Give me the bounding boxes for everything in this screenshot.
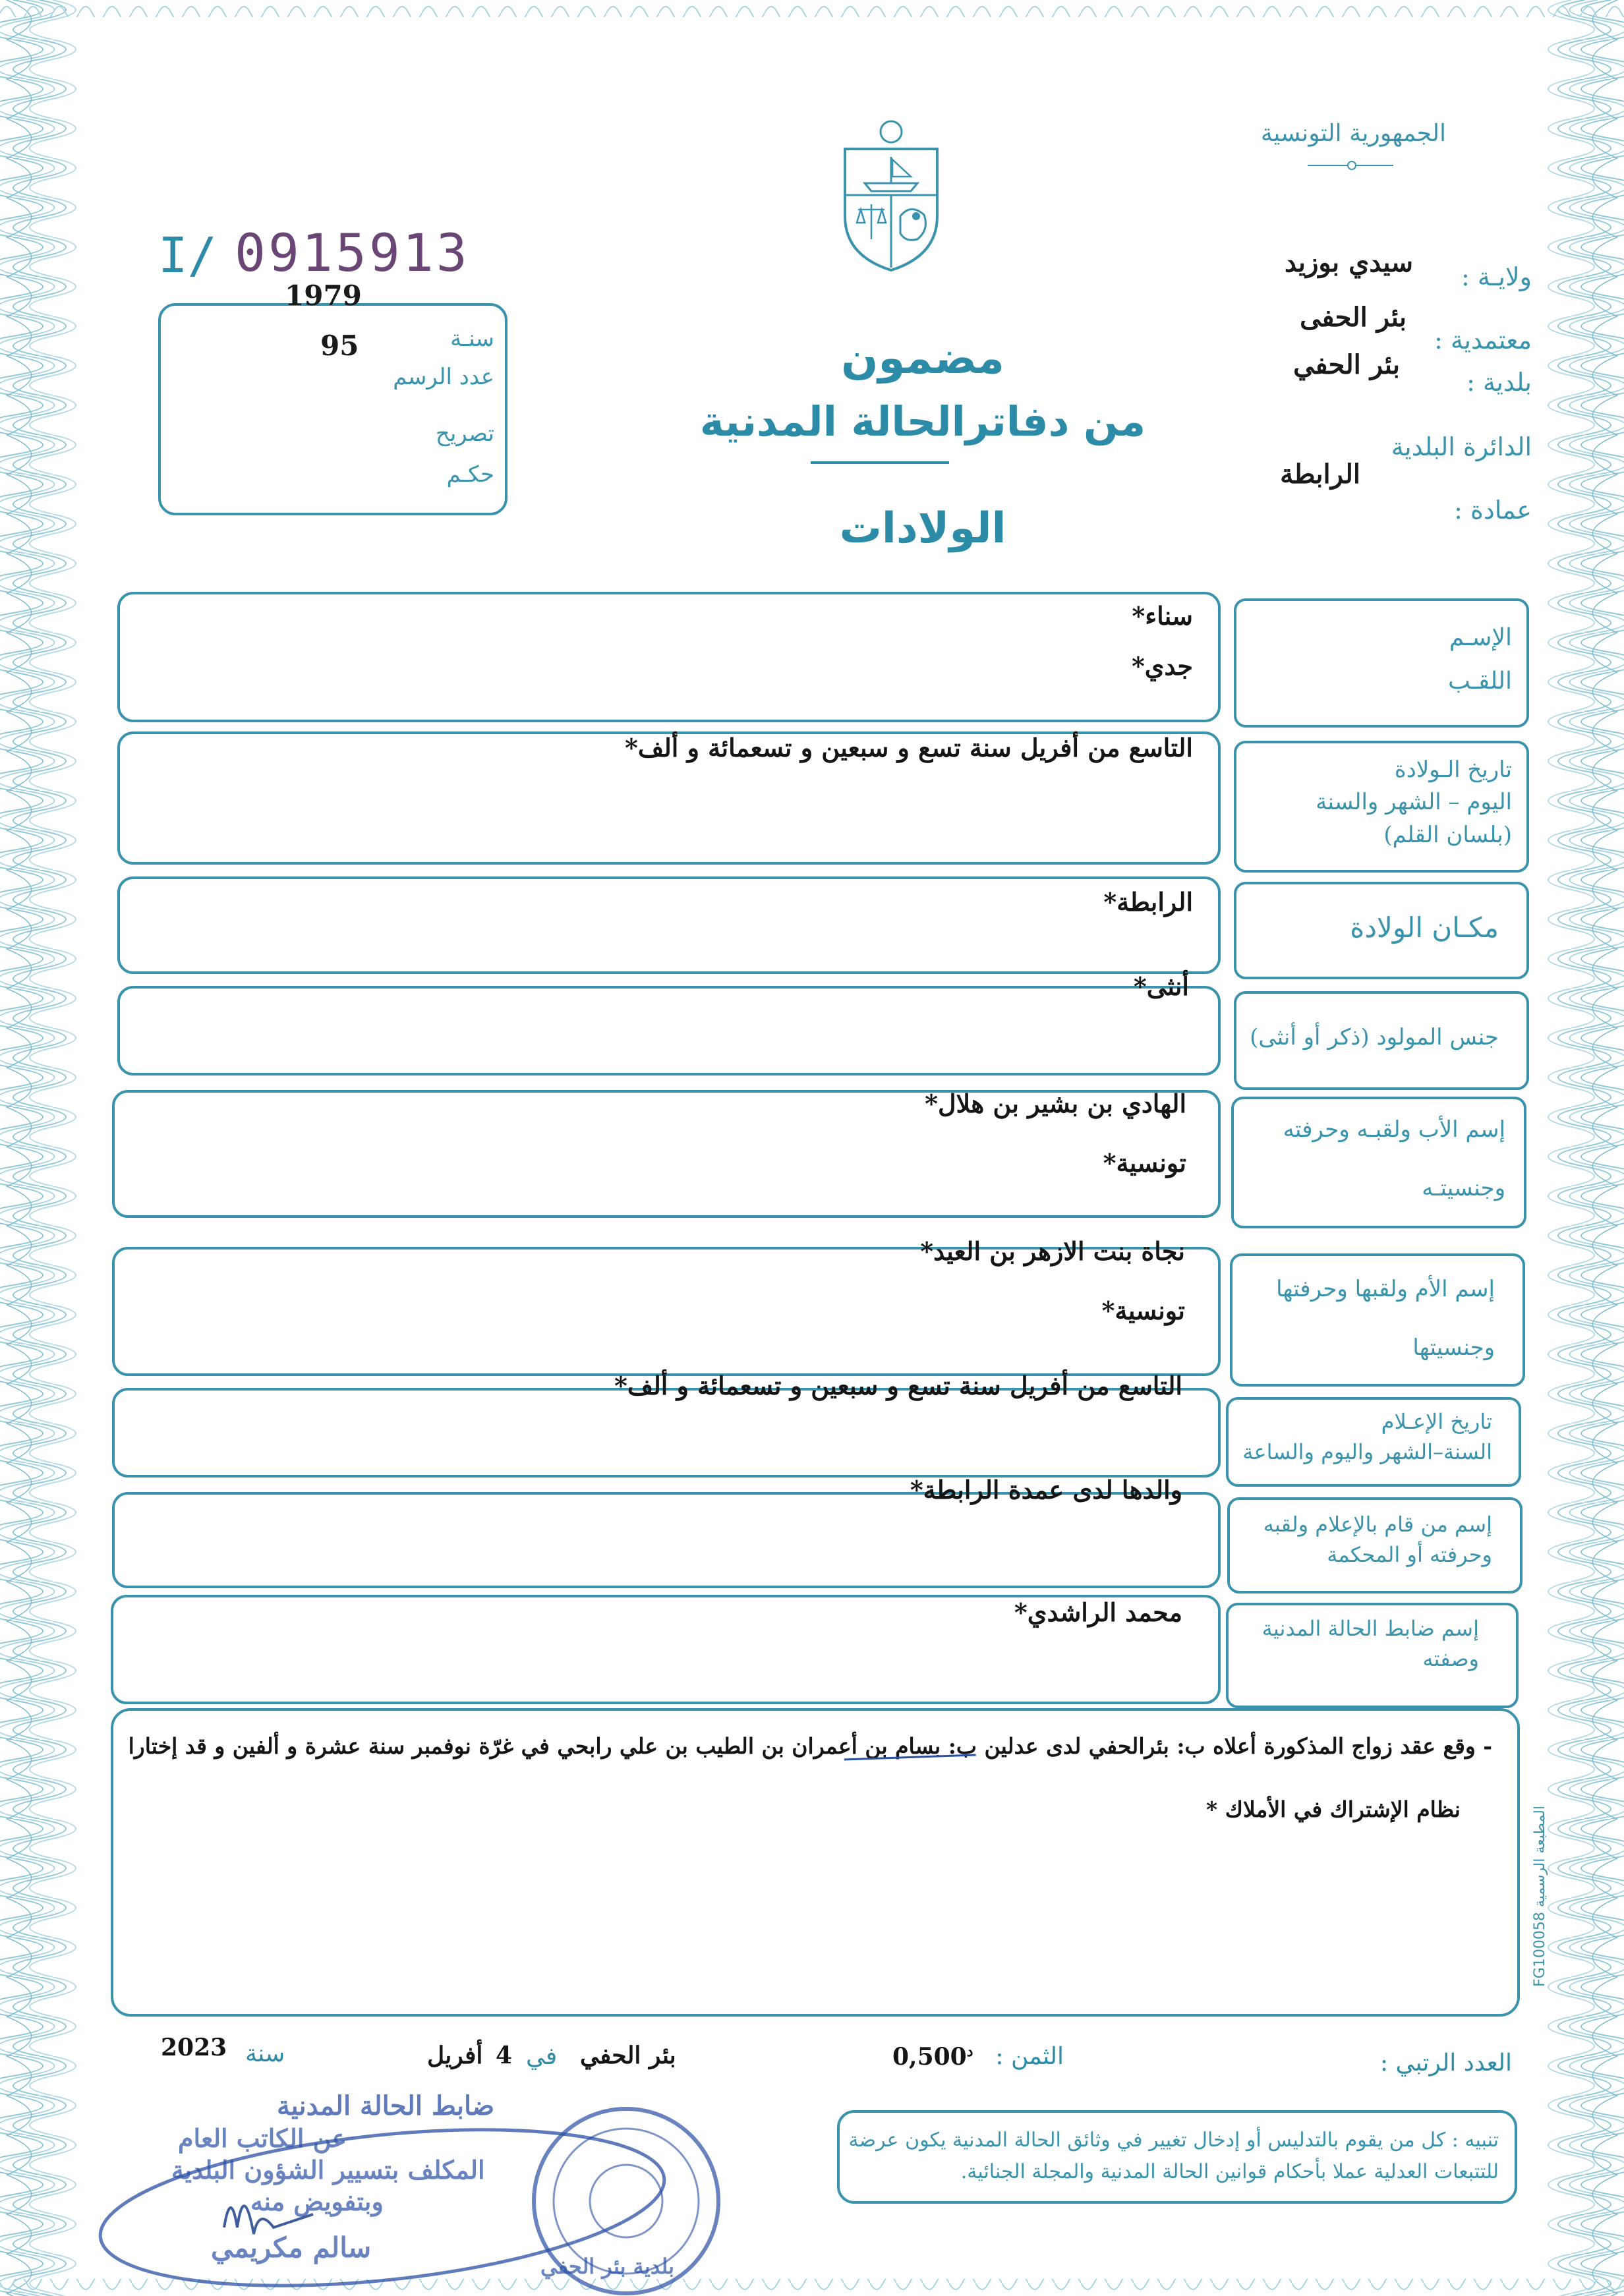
field-label-mother-line2: وجنسيتها [1412,1335,1495,1362]
field-value-box-sex [117,986,1221,1076]
declaration-label: تصريح [435,420,494,447]
field-label-birth-date-line3: (بلسان القلم) [1383,821,1512,848]
blue-signature-stroke [843,1727,975,1761]
field-label-birth-date [1235,754,1512,851]
field-value-father-name: الهادي بن بشير بن هلال* [925,1089,1186,1118]
republic-divider-dot [1347,161,1356,170]
field-label-declaration-date-line1: تاريخ الإعـلام [1381,1409,1492,1434]
stamp-name: سالم مكريمي [211,2231,372,2264]
issue-place: بئر الحفي [580,2042,676,2069]
serial-prefix: I/ [158,227,218,284]
field-label-name-line1: الإسـم [1449,624,1512,651]
field-label-father-line2: وجنسيتـه [1422,1175,1505,1202]
field-label-declarant-line1: إسم من قام بالإعلام ولقبه [1263,1512,1492,1537]
issue-year-label: سنة [245,2040,285,2067]
fraud-warning-line1: تنبيه : كل من يقوم بالتدليس أو إدخال تغيير في وثائق الحالة المدنية يكون عرضة [848,2129,1499,2152]
issue-day: 4 [496,2042,513,2069]
field-value-declarant: والدها لدى عمدة الرابطة* [910,1475,1182,1505]
field-value-surname: جدي* [1131,651,1193,681]
field-value-declaration-date: التاسع من أفريل سنة تسع و سبعين و تسعمائة و ألف* [614,1371,1182,1400]
price-unit: د [966,2043,973,2060]
republic-title: الجمهورية التونسية [1260,120,1446,147]
issue-in-label: في [526,2043,558,2070]
stamp-seal-text: بلدية بئر الحفي [540,2254,675,2279]
field-value-birth-place: الرابطة* [1103,887,1193,917]
document-title-births: الولادات [839,504,1006,553]
guilloche-border-left [0,0,86,2296]
document-title-registers: من دفاترالحالة المدنية [699,397,1146,445]
field-value-mother-nationality: تونسية* [1101,1296,1185,1325]
field-value-box-mother [112,1247,1221,1376]
issue-year: 2023 [161,2034,227,2061]
tunisia-coat-of-arms-icon [832,117,950,273]
field-label-declaration-date-line2: السنة–الشهر واليوم والساعة [1242,1439,1492,1465]
field-value-box-declaration-date [112,1388,1221,1478]
field-value-box-birth-place [117,876,1221,974]
record-number-value: 95 [320,330,359,362]
stamp-title: ضابط الحالة المدنية [277,2090,495,2121]
field-label-officer-line1: إسم ضابط الحالة المدنية [1262,1616,1479,1641]
guilloche-border-top [0,0,1624,17]
omada-value: الرابطة [1280,459,1360,490]
municipal-district-label: الدائرة البلدية [1391,432,1532,461]
serial-number-label: العدد الرتبي : [1379,2050,1512,2077]
issue-month: أفريل [427,2042,483,2069]
municipality-value: بئر الحفي [1293,349,1400,380]
field-value-officer: محمد الراشدي* [1014,1597,1182,1627]
governorate-value: سيدي بوزيد [1284,247,1413,278]
stamp-line3: وبتفويض منه [250,2187,384,2216]
field-value-mother-name: نجاة بنت الازهر بن العيد* [920,1236,1185,1266]
judgment-label: حكـم [446,461,494,488]
field-label-declarant [1215,1509,1492,1570]
field-label-declarant-line2: وحرفته أو المحكمة [1327,1542,1492,1568]
field-label-mother-line1: إسم الأم ولقبها وحرفتها [1276,1276,1495,1302]
field-value-box-declarant [112,1492,1221,1588]
serial-number: 0915913 [235,224,470,283]
delegation-value: بئر الحفى [1300,302,1406,333]
field-label-birth-date-line2: اليوم – الشهر والسنة [1316,789,1512,816]
field-label-declaration-date [1215,1406,1492,1468]
official-printer-mark: المطبعة الرسمية FG100058 [1532,1806,1548,1987]
field-label-name [1235,621,1512,699]
stamp-line2: المكلف بتسيير الشؤون البلدية [171,2155,485,2185]
record-number-label: عدد الرسم [393,364,494,390]
field-label-mother [1218,1273,1495,1365]
record-year-value: 1979 [285,279,362,312]
guilloche-border-right [1538,0,1624,2296]
field-value-box-name [117,592,1221,722]
marriage-note-line1: - وقع عقد زواج المذكورة أعلاه ب: بئرالحفي لدى عدلين ب: بسام بن أعمران بن الطيب بن علي رابحي في غرّة نوفمبر سنة عشرة و ألفين و قد إختارا [128,1733,1492,1759]
field-label-officer-line2: وصفته [1422,1646,1479,1672]
field-label-sex: جنس المولود (ذكر أو أنثى) [1250,1024,1499,1050]
field-label-officer [1202,1613,1479,1675]
field-value-sex: أنثى* [1133,971,1189,1001]
price-label: الثمن : [995,2043,1064,2070]
price-value [892,2043,973,2071]
field-value-father-nationality: تونسية* [1103,1148,1186,1178]
municipality-label: بلدية : [1466,368,1532,397]
fraud-warning-text [840,2125,1499,2188]
fraud-warning-line2: للتتبعات العدلية عملا بأحكام قوانين الحالة المدنية والمجلة الجنائية. [960,2160,1499,2183]
record-year-label: سنـة [450,326,494,352]
field-label-father-line1: إسم الأب ولقبـه وحرفته [1283,1116,1505,1143]
field-label-birth-date-line1: تاريخ الـولادة [1394,757,1512,783]
marriage-note-line2: نظام الإشتراك في الأملاك * [1206,1796,1461,1822]
document-title-summary: مضمون [841,333,1004,384]
field-value-first-name: سناء* [1132,601,1193,631]
title-underline [811,461,949,464]
delegation-label: معتمدية : [1434,326,1532,355]
field-value-birth-date: التاسع من أفريل سنة تسع و سبعين و تسعمائة و ألف* [625,733,1193,762]
field-label-birth-place: مكـان الولادة [1350,911,1499,944]
governorate-label: ولايـة : [1461,262,1532,291]
field-label-father [1229,1114,1505,1205]
field-label-surname-line2: اللقـب [1448,668,1512,695]
price-amount: 0,500 [892,2043,967,2071]
omada-label: عمادة : [1454,496,1532,525]
stamp-line1: عن الكاتب العام [178,2123,347,2153]
